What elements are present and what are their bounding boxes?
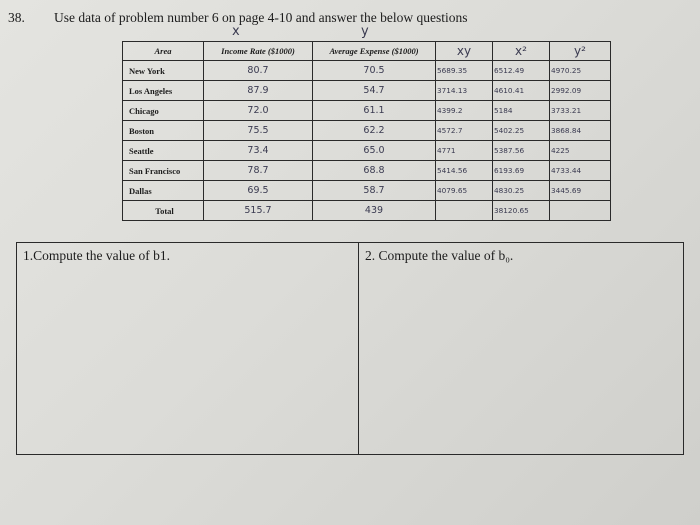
cell-total-expense: 439: [313, 201, 436, 221]
table-row: [123, 101, 611, 121]
cell-area: Chicago: [123, 101, 204, 121]
cell-y2: 2992.09: [550, 81, 611, 101]
cell-area: Boston: [123, 121, 204, 141]
cell-income: 69.5: [204, 181, 313, 201]
cell-total-income: 515.7: [204, 201, 313, 221]
cell-expense: 61.1: [313, 101, 436, 121]
cell-total-label: Total: [123, 201, 204, 221]
header-area: Area: [123, 42, 204, 61]
cell-x2: 6512.49: [493, 61, 550, 81]
table-row: [123, 161, 611, 181]
table-header-row: [123, 42, 611, 61]
cell-area: Los Angeles: [123, 81, 204, 101]
answer-box-b1[interactable]: [17, 243, 359, 454]
cell-expense: 58.7: [313, 181, 436, 201]
cell-area: Dallas: [123, 181, 204, 201]
cell-total-xy: [436, 201, 493, 221]
cell-xy: 4399.2: [436, 101, 493, 121]
cell-x2: 5402.25: [493, 121, 550, 141]
cell-income: 80.7: [204, 61, 313, 81]
x-annotation: x: [232, 24, 240, 39]
cell-y2: 4733.44: [550, 161, 611, 181]
question-b0-label: 2. Compute the value of b₀.: [365, 248, 514, 263]
cell-xy: 5689.35: [436, 61, 493, 81]
cell-income: 73.4: [204, 141, 313, 161]
cell-income: 87.9: [204, 81, 313, 101]
cell-income: 78.7: [204, 161, 313, 181]
data-table: [122, 41, 611, 221]
cell-total-y2: [550, 201, 611, 221]
table-row: [123, 61, 611, 81]
question-b1-label: 1.Compute the value of b1.: [23, 248, 170, 263]
question-text: Use data of problem number 6 on page 4-10 and answer the below questions: [54, 10, 468, 25]
cell-xy: 5414.56: [436, 161, 493, 181]
cell-expense: 70.5: [313, 61, 436, 81]
cell-expense: 65.0: [313, 141, 436, 161]
cell-xy: 4079.65: [436, 181, 493, 201]
question-number: 38.: [8, 10, 25, 25]
table-row: [123, 81, 611, 101]
y-annotation: y: [361, 24, 369, 39]
cell-area: San Francisco: [123, 161, 204, 181]
cell-x2: 5387.56: [493, 141, 550, 161]
table-total-row: [123, 201, 611, 221]
cell-x2: 4830.25: [493, 181, 550, 201]
cell-xy: 4771: [436, 141, 493, 161]
answer-box-b0[interactable]: [359, 243, 683, 454]
cell-x2: 6193.69: [493, 161, 550, 181]
cell-y2: 3733.21: [550, 101, 611, 121]
cell-expense: 68.8: [313, 161, 436, 181]
cell-x2: 5184: [493, 101, 550, 121]
table-row: [123, 181, 611, 201]
cell-area: Seattle: [123, 141, 204, 161]
cell-y2: 3445.69: [550, 181, 611, 201]
cell-x2: 4610.41: [493, 81, 550, 101]
cell-y2: 4225: [550, 141, 611, 161]
cell-income: 72.0: [204, 101, 313, 121]
table-row: [123, 141, 611, 161]
cell-total-x2: 38120.65: [493, 201, 550, 221]
cell-expense: 54.7: [313, 81, 436, 101]
cell-income: 75.5: [204, 121, 313, 141]
cell-y2: 4970.25: [550, 61, 611, 81]
header-xy: xy: [436, 42, 493, 61]
cell-expense: 62.2: [313, 121, 436, 141]
answer-boxes: [16, 242, 684, 455]
cell-y2: 3868.84: [550, 121, 611, 141]
header-expense: Average Expense ($1000): [313, 42, 436, 61]
header-y2: y²: [550, 42, 611, 61]
header-x2: x²: [493, 42, 550, 61]
header-income: Income Rate ($1000): [204, 42, 313, 61]
table-row: [123, 121, 611, 141]
cell-area: New York: [123, 61, 204, 81]
cell-xy: 4572.7: [436, 121, 493, 141]
cell-xy: 3714.13: [436, 81, 493, 101]
